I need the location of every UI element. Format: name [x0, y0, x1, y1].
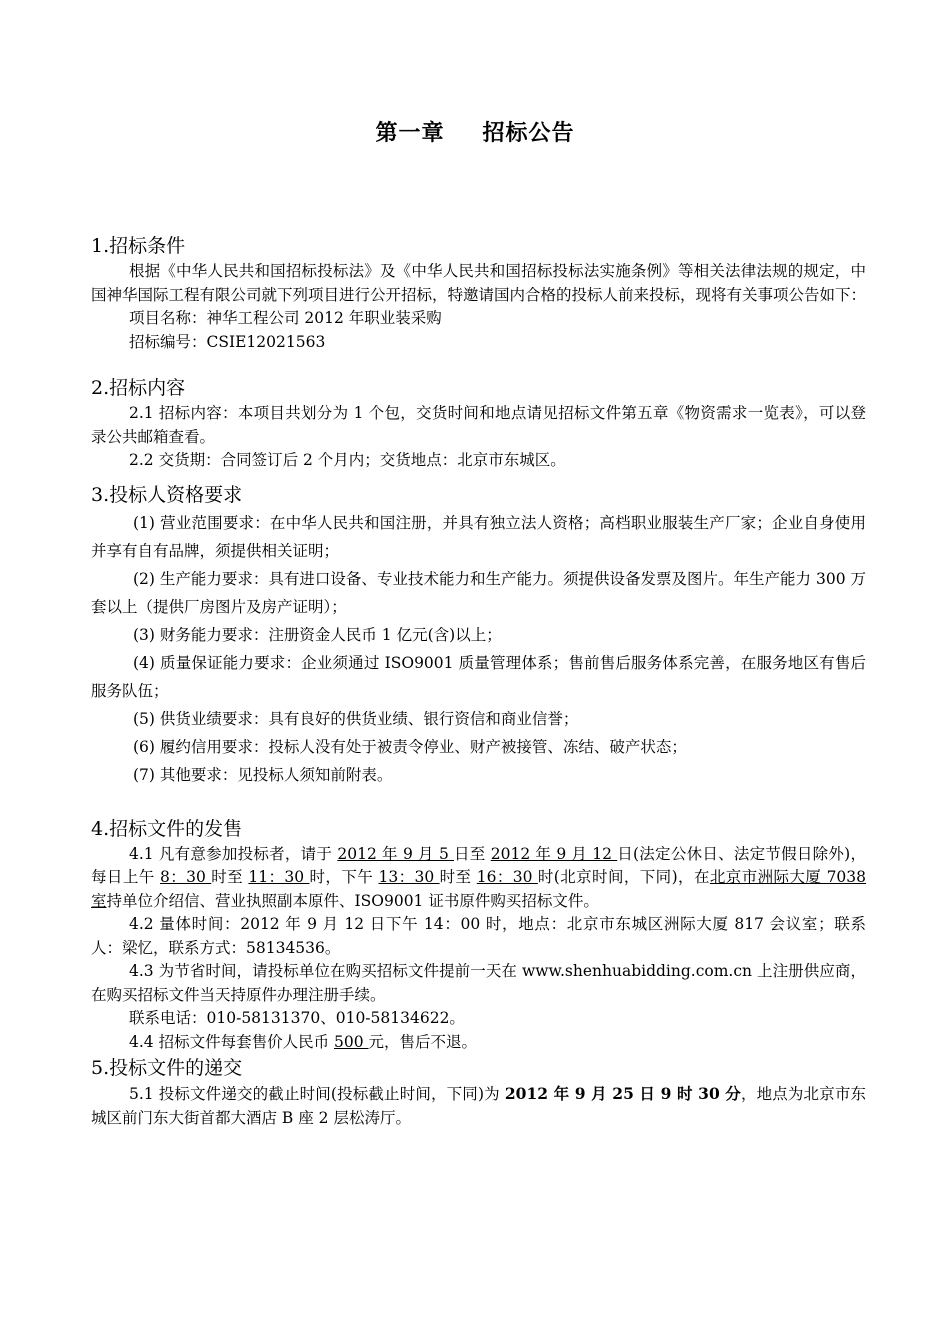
section-4-item-2: 4.2 量体时间：2012 年 9 月 12 日下午 14：00 时，地点：北京市东城区洲际大厦 817 会议室；联系人：梁忆，联系方式：58134536。: [91, 915, 866, 957]
chapter-number: 第一章: [375, 121, 445, 146]
afternoon-end-time: 16：30: [476, 868, 538, 886]
section-2-item-1: 2.1 招标内容：本项目共划分为 1 个包，交货时间和地点请见招标文件第五章《物资需求一览表》，可以登录公共邮箱查看。: [91, 404, 866, 446]
morning-end-time: 11：30: [248, 868, 310, 886]
section-1-heading: 1.招标条件: [91, 235, 186, 257]
section-4-heading: 4.招标文件的发售: [91, 817, 243, 840]
sale-end-date: 2012 年 9 月 12: [490, 844, 618, 863]
sale-location: 北京市洲际大厦 7038 室: [91, 868, 867, 910]
requirement-item: (6) 履约信用要求：投标人没有处于被责令停业、财产被接管、冻结、破产状态；: [133, 737, 687, 756]
section-3-heading: 3.投标人资格要求: [91, 483, 243, 506]
morning-start-time: 8：30: [159, 868, 212, 886]
chapter-name: 招标公告: [482, 121, 575, 146]
document-body: [91, 232, 866, 1130]
requirement-item: (7) 其他要求：见投标人须知前附表。: [133, 765, 393, 784]
section-5-item-1: 5.1 投标文件递交的截止时间(投标截止时间，下同)为 2012 年 9 月 25 日 9 时 30 分，地点为北京市东城区前门东大街首都大酒店 B 座 2 层松涛厅。: [91, 1084, 866, 1127]
document-price: 500: [334, 1032, 369, 1051]
requirement-item: (2) 生产能力要求：具有进口设备、专业技术能力和生产能力。须提供设备发票及图片。年生产能力 300 万套以上（提供厂房图片及房产证明）；: [91, 569, 866, 616]
requirement-item: (3) 财务能力要求：注册资金人民币 1 亿元(含)以上；: [133, 625, 502, 644]
requirement-item: (5) 供货业绩要求：具有良好的供货业绩、银行资信和商业信誉；: [133, 709, 579, 728]
tender-code: 招标编号：CSIE12021563: [129, 332, 326, 351]
section-2-item-2: 2.2 交货期：合同签订后 2 个月内；交货地点：北京市东城区。: [129, 451, 566, 469]
section-5-heading: 5.投标文件的递交: [91, 1057, 243, 1079]
section-2-heading: 2.招标内容: [91, 377, 186, 399]
sale-start-date: 2012 年 9 月 5: [337, 844, 455, 863]
submission-deadline: 2012 年 9 月 25 日 9 时 30 分: [504, 1084, 741, 1103]
requirement-item: (4) 质量保证能力要求：企业须通过 ISO9001 质量管理体系；售前售后服务体系完善，在服务地区有售后服务队伍；: [91, 653, 866, 700]
contact-phone: 联系电话：010-58131370、010-58134622。: [129, 1009, 465, 1027]
section-4-item-1: 4.1 凡有意参加投标者，请于 2012 年 9 月 5 日至 2012 年 9 月 12 日(法定公休日、法定节假日除外)，每日上午 8：30 时至 11：30 时，下午 13：30 时至 16：30 时(北京时间，下同)，在北京市洲际大厦 7038 室持单位介绍信、营业执照副本原件、ISO9001 证书原件购买招标文件。: [91, 844, 867, 910]
section-4-item-3: 4.3 为节省时间，请投标单位在购买招标文件提前一天在 www.shenhuabidding.com.cn 上注册供应商，在购买招标文件当天持原件办理注册手续。: [91, 962, 866, 1004]
afternoon-start-time: 13：30: [378, 868, 440, 886]
requirement-item: (1) 营业范围要求：在中华人民共和国注册，并具有独立法人资格；高档职业服装生产厂家；企业自身使用并享有自有品牌，须提供相关证明；: [91, 513, 866, 560]
project-name: 项目名称：神华工程公司 2012 年职业装采购: [129, 309, 442, 327]
chapter-title: [0, 116, 950, 147]
section-1-paragraph: 根据《中华人民共和国招标投标法》及《中华人民共和国招标投标法实施条例》等相关法律法规的规定，中国神华国际工程有限公司就下列项目进行公开招标，特邀请国内合格的投标人前来投标，现将有关事项公告如下：: [91, 262, 867, 304]
section-4-item-4: 4.4 招标文件每套售价人民币 500 元，售后不退。: [129, 1032, 478, 1051]
